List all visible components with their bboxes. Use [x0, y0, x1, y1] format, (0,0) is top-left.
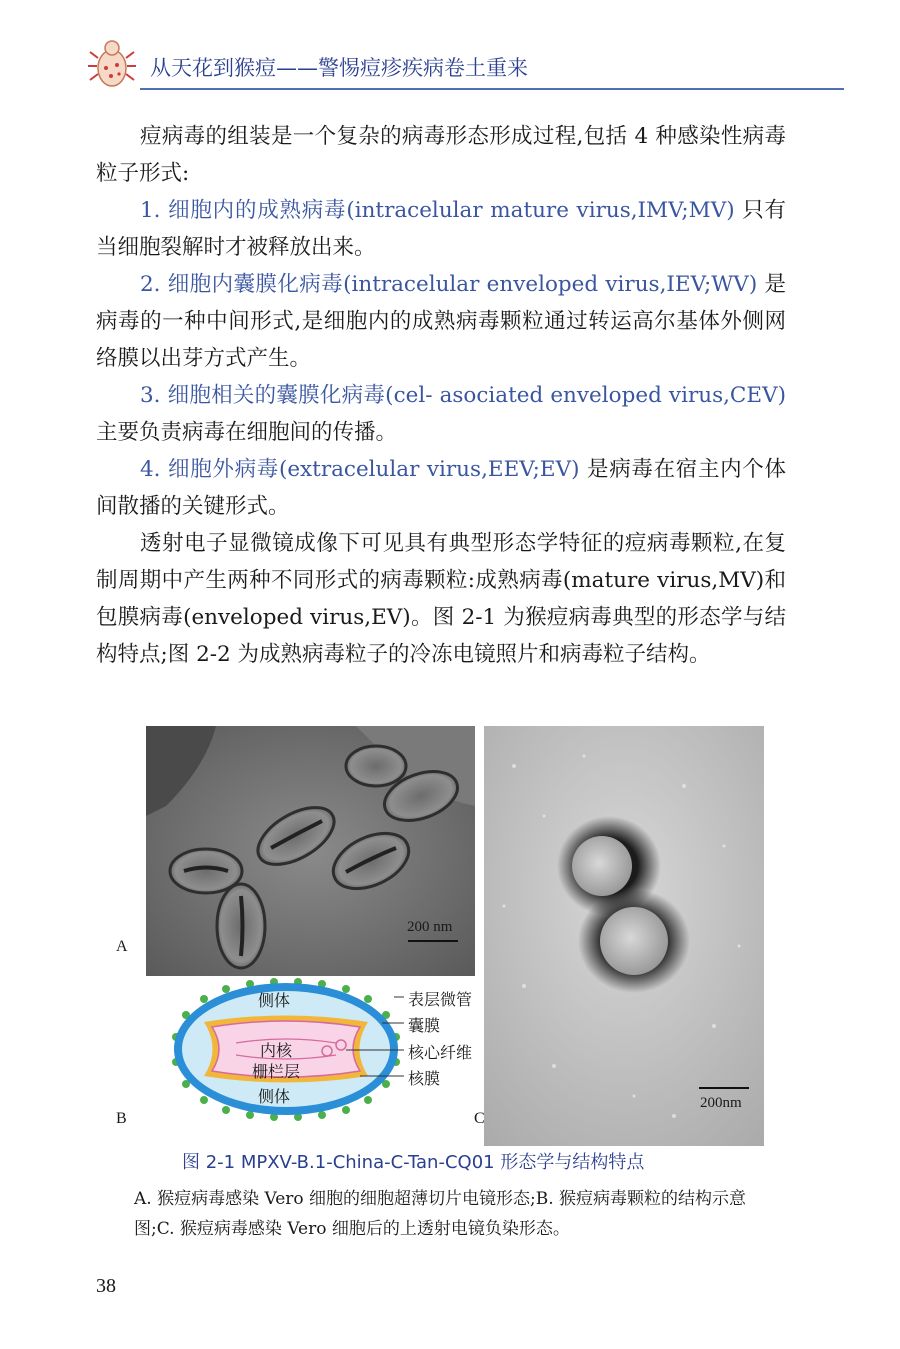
list-item-eev	[96, 451, 786, 525]
figure-caption-note: A. 猴痘病毒感染 Vero 细胞的细胞超薄切片电镜形态;B. 猴痘病毒颗粒的结构示意图;C. 猴痘病毒感染 Vero 细胞后的上透射电镜负染形态。	[134, 1189, 747, 1239]
diagram-label-lateral-body-bottom: 侧体	[258, 1087, 291, 1106]
figure-2-1	[110, 722, 800, 1142]
list-item-iev	[96, 266, 786, 377]
item-title: 2. 细胞内囊膜化病毒(intracelular enveloped virus,IEV;WV)	[140, 272, 758, 297]
body-text	[96, 118, 786, 673]
diagram-label-lateral-body-top: 侧体	[258, 991, 291, 1010]
panel-c-label: C	[474, 1110, 485, 1127]
item-title: 3. 细胞相关的囊膜化病毒(cel- asociated enveloped virus,CEV)	[140, 383, 786, 408]
page-header	[84, 38, 844, 98]
panel-a-label: A	[116, 938, 128, 955]
diagram-label-core: 内核	[260, 1041, 293, 1060]
panel-c-negative-stain-micrograph	[484, 726, 764, 1146]
panel-b-label: B	[116, 1110, 127, 1127]
item-title: 1. 细胞内的成熟病毒(intracelular mature virus,IMV;MV)	[140, 198, 735, 223]
list-item-imv	[96, 192, 786, 266]
scale-bar-label-a: 200 nm	[407, 919, 453, 935]
item-body: 只有当细胞裂解时才被释放出来。	[96, 198, 786, 260]
figure-caption: 图 2-1 MPXV-B.1-China-C-Tan-CQ01 形态学与结构特点	[182, 1152, 645, 1173]
callout-envelope: 囊膜	[408, 1016, 441, 1035]
header-rule	[140, 88, 844, 90]
list-item-cev	[96, 377, 786, 451]
callout-surface-tubules: 表层微管	[408, 990, 473, 1009]
diagram-label-palisade: 栅栏层	[252, 1062, 301, 1081]
callout-core-membrane: 核膜	[408, 1069, 441, 1088]
running-title: 从天花到猴痘——警惕痘疹疾病卷土重来	[150, 56, 528, 80]
callout-core-fibrils: 核心纤维	[408, 1043, 473, 1062]
page-number: 38	[96, 1275, 116, 1297]
summary-paragraph: 透射电子显微镜成像下可见具有典型形态学特征的痘病毒颗粒,在复制周期中产生两种不同形式的病毒颗粒:成熟病毒(mature virus,MV)和包膜病毒(enveloped virus,EV)。图 2-1 为猴痘病毒典型的形态学与结构特点;图 2-2 为成熟病毒粒子的冷冻电镜照片和病毒粒子结构。	[96, 531, 786, 667]
panel-a-thin-section-micrograph	[146, 726, 475, 976]
item-body: 主要负责病毒在细胞间的传播。	[96, 420, 398, 445]
item-body: 是病毒的一种中间形式,是细胞内的成熟病毒颗粒通过转运高尔基体外侧网络膜以出芽方式产生。	[96, 272, 786, 371]
intro-paragraph: 痘病毒的组装是一个复杂的病毒形态形成过程,包括 4 种感染性病毒粒子形式:	[96, 124, 786, 186]
virus-face-logo-icon	[84, 38, 140, 94]
item-title: 4. 细胞外病毒(extracelular virus,EEV;EV)	[140, 457, 580, 482]
item-body: 是病毒在宿主内个体间散播的关键形式。	[96, 457, 786, 519]
scale-bar-label-c: 200nm	[700, 1095, 742, 1111]
